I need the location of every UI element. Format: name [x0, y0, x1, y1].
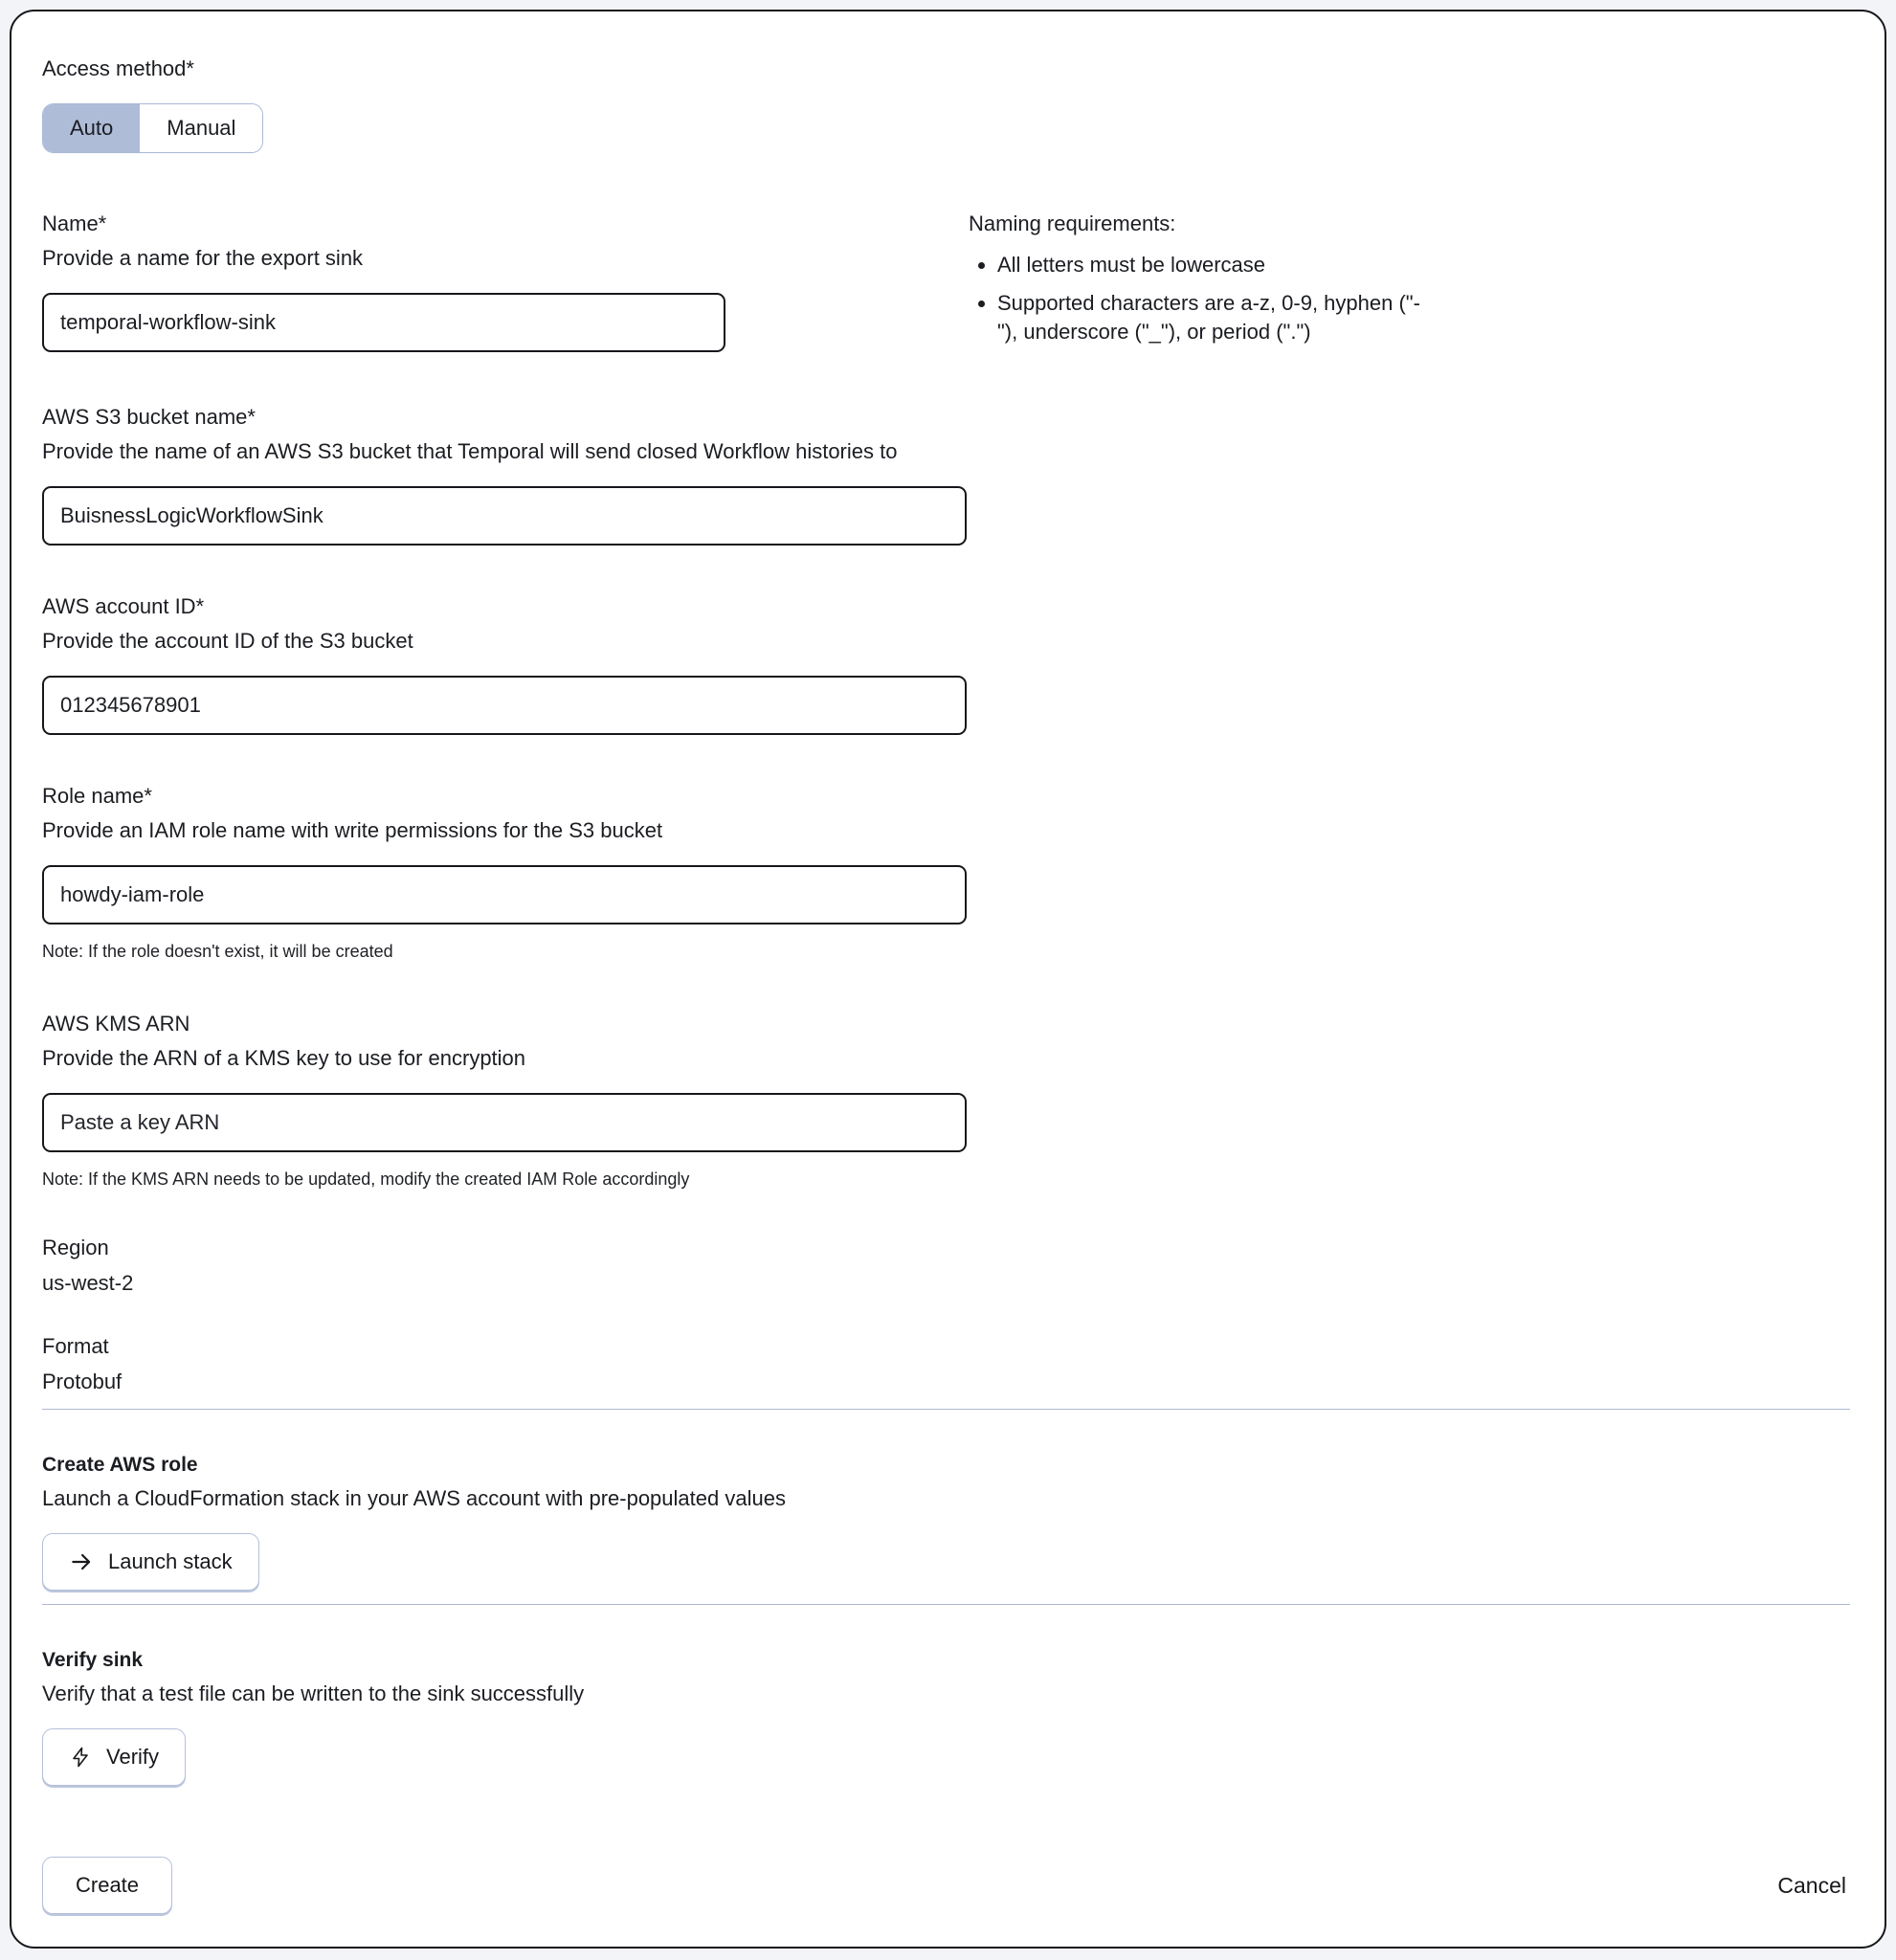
- verify-sink-description: Verify that a test file can be written to the sink successfully: [42, 1682, 585, 1705]
- access-method-label: Access method*: [42, 56, 194, 80]
- access-method-toggle: [42, 103, 263, 153]
- create-aws-role-description: Launch a CloudFormation stack in your AWS account with pre-populated values: [42, 1486, 786, 1510]
- name-input[interactable]: [42, 293, 725, 352]
- account-id-field-group: [42, 593, 1850, 735]
- launch-stack-label: Launch stack: [108, 1549, 233, 1573]
- region-label: Region: [42, 1236, 109, 1259]
- naming-requirements: [969, 211, 1426, 356]
- export-sink-form-modal: [10, 10, 1886, 1949]
- name-field-group: [42, 211, 725, 356]
- verify-sink-section: [42, 1647, 1850, 1786]
- access-method-manual-button[interactable]: Manual: [140, 104, 262, 152]
- name-and-requirements-row: [42, 211, 1850, 356]
- role-name-input[interactable]: [42, 865, 967, 924]
- name-label: Name*: [42, 212, 107, 235]
- create-aws-role-section: [42, 1452, 1850, 1591]
- format-value: Protobuf: [42, 1370, 123, 1393]
- naming-requirements-list: [969, 251, 1426, 346]
- format-group: [42, 1333, 1850, 1395]
- naming-requirement-item: • Supported characters are a-z, 0-9, hyphen ("-"), underscore ("_"), or period ("."): [997, 289, 1426, 346]
- kms-arn-label: AWS KMS ARN: [42, 1012, 190, 1036]
- role-name-note: Note: If the role doesn't exist, it will be created: [42, 942, 393, 961]
- access-method-auto-button[interactable]: Auto: [43, 104, 140, 152]
- role-name-label: Role name*: [42, 784, 152, 808]
- bucket-description: Provide the name of an AWS S3 bucket that Temporal will send closed Workflow histories to: [42, 439, 898, 463]
- section-divider: [42, 1604, 1850, 1605]
- region-value: us-west-2: [42, 1271, 134, 1295]
- naming-requirement-item: • All letters must be lowercase: [997, 251, 1426, 279]
- section-divider: [42, 1409, 1850, 1410]
- account-id-label: AWS account ID*: [42, 594, 205, 618]
- create-button[interactable]: [42, 1857, 172, 1914]
- verify-label: Verify: [106, 1745, 160, 1769]
- kms-arn-field-group: [42, 1011, 1850, 1191]
- bucket-field-group: [42, 404, 1850, 546]
- role-name-description: Provide an IAM role name with write permissions for the S3 bucket: [42, 818, 663, 842]
- bucket-input[interactable]: [42, 486, 967, 546]
- launch-stack-button[interactable]: [42, 1533, 259, 1591]
- account-id-description: Provide the account ID of the S3 bucket: [42, 629, 413, 653]
- format-label: Format: [42, 1334, 109, 1358]
- account-id-input[interactable]: [42, 676, 967, 735]
- region-group: [42, 1235, 1850, 1297]
- verify-sink-title: Verify sink: [42, 1649, 144, 1671]
- arrow-right-icon: [69, 1549, 94, 1574]
- create-label: Create: [76, 1873, 140, 1897]
- bucket-label: AWS S3 bucket name*: [42, 405, 256, 429]
- verify-button[interactable]: [42, 1728, 186, 1786]
- kms-arn-note: Note: If the KMS ARN needs to be updated, modify the created IAM Role accordingly: [42, 1169, 690, 1189]
- naming-requirements-title: Naming requirements:: [969, 212, 1176, 235]
- lightning-bolt-icon: [69, 1746, 92, 1769]
- name-description: Provide a name for the export sink: [42, 246, 364, 270]
- kms-arn-input[interactable]: [42, 1093, 967, 1152]
- cancel-button[interactable]: Cancel: [1777, 1872, 1846, 1898]
- create-aws-role-title: Create AWS role: [42, 1454, 198, 1476]
- role-name-field-group: [42, 783, 1850, 963]
- kms-arn-description: Provide the ARN of a KMS key to use for encryption: [42, 1046, 526, 1070]
- form-footer: [42, 1857, 1850, 1918]
